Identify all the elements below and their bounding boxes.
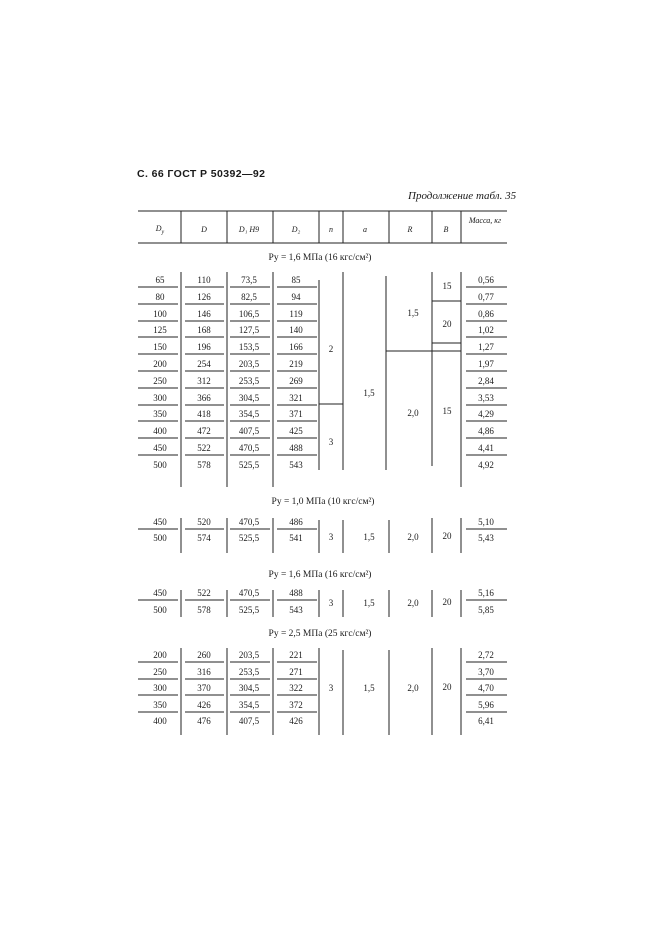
cell-mass: 1,97: [478, 359, 494, 369]
page-header: С. 66 ГОСТ Р 50392—92: [137, 168, 266, 180]
cell-d2: 543: [289, 459, 303, 470]
cell-a: 1,5: [363, 388, 375, 398]
cell-dy: 125: [153, 325, 167, 336]
cell-d: 574: [197, 533, 211, 543]
cell-mass: 2,72: [478, 650, 494, 660]
cell-mass: 2,84: [478, 375, 494, 386]
cell-d: 418: [197, 409, 211, 420]
cell-d2: 486: [289, 517, 303, 527]
cell-dy: 350: [153, 699, 167, 710]
cell-d: 196: [197, 342, 211, 353]
cell-dy: 450: [153, 443, 167, 453]
cell-d2: 271: [289, 666, 303, 677]
cell-mass: 5,16: [478, 588, 494, 598]
cell-dy: 100: [153, 308, 167, 319]
cell-d2: 269: [289, 375, 303, 386]
cell-b: 20: [442, 319, 452, 329]
cell-d: 316: [197, 666, 211, 677]
cell-dy: 80: [155, 291, 165, 302]
cell-d1: 525,5: [238, 459, 260, 470]
cell-d1: 407,5: [238, 426, 260, 437]
cell-d: 520: [197, 517, 211, 527]
cell-d2: 322: [289, 683, 303, 693]
cell-dy: 450: [153, 517, 167, 527]
cell-d1: 354,5: [238, 409, 260, 420]
cell-d1: 470,5: [238, 588, 260, 598]
cell-dy: 400: [153, 716, 167, 726]
cell-d2: 94: [291, 291, 301, 302]
cell-mass: 5,85: [478, 604, 494, 615]
cell-d: 126: [197, 291, 211, 302]
cell-d2: 488: [289, 588, 303, 598]
col-header-d2: D₂: [291, 225, 301, 234]
cell-mass: 5,43: [478, 533, 494, 543]
cell-d: 146: [197, 308, 211, 319]
cell-mass: 4,92: [478, 459, 494, 470]
cell-d: 168: [197, 325, 211, 336]
cell-d1: 203,5: [238, 650, 260, 660]
cell-d: 426: [197, 699, 211, 710]
cell-d: 370: [197, 683, 211, 693]
section-caption: Pу = 1,6 МПа (16 кгс/см²): [268, 570, 372, 580]
cell-r: 1,5: [407, 308, 419, 318]
cell-d1: 253,5: [238, 375, 260, 386]
cell-r: 2,0: [407, 683, 419, 693]
cell-n: 3: [328, 532, 334, 542]
cell-mass: 4,70: [478, 683, 494, 693]
cell-d2: 166: [289, 342, 303, 353]
cell-d2: 426: [289, 716, 303, 726]
cell-d2: 140: [289, 325, 303, 336]
cell-n: 3: [328, 437, 334, 447]
cell-dy: 65: [155, 275, 165, 285]
cell-a: 1,5: [363, 532, 375, 542]
cell-dy: 150: [153, 342, 167, 353]
col-header-b: B: [443, 225, 449, 234]
cell-dy: 250: [153, 375, 167, 386]
col-header-r: R: [407, 225, 413, 234]
col-header-dy: $D_у$: [155, 224, 165, 236]
cell-dy: 400: [153, 426, 167, 437]
cell-d2: 488: [289, 443, 303, 453]
cell-mass: 0,86: [478, 308, 494, 319]
cell-d1: 304,5: [238, 392, 260, 403]
cell-r: 2,0: [407, 532, 419, 542]
cell-mass: 4,41: [478, 443, 494, 453]
cell-mass: 5,96: [478, 699, 494, 710]
cell-d2: 221: [289, 650, 303, 660]
cell-d: 578: [197, 604, 211, 615]
cell-b: 20: [442, 597, 452, 607]
cell-n: 2: [328, 344, 334, 354]
cell-d1: 470,5: [238, 443, 260, 453]
cell-dy: 300: [153, 683, 167, 693]
cell-dy: 300: [153, 392, 167, 403]
cell-n: 3: [328, 598, 334, 608]
cell-mass: 1,27: [478, 342, 494, 353]
cell-mass: 6,41: [478, 716, 494, 726]
cell-mass: 0,77: [478, 291, 494, 302]
cell-d1: 82,5: [241, 291, 257, 302]
cell-dy: 200: [153, 359, 167, 369]
col-header-d: D: [201, 225, 207, 234]
cell-d: 472: [197, 426, 211, 437]
cell-d: 366: [197, 392, 211, 403]
cell-d: 312: [197, 375, 211, 386]
cell-d1: 253,5: [238, 666, 260, 677]
cell-dy: 250: [153, 666, 167, 677]
cell-d2: 425: [289, 426, 303, 437]
cell-d: 578: [197, 459, 211, 470]
cell-mass: 3,53: [478, 392, 494, 403]
cell-d1: 525,5: [238, 533, 260, 543]
cell-dy: 450: [153, 588, 167, 598]
cell-mass: 3,70: [478, 666, 494, 677]
section-caption: Pу = 1,0 МПа (10 кгс/см²): [271, 497, 375, 507]
cell-d2: 371: [289, 409, 303, 420]
cell-a: 1,5: [363, 598, 375, 608]
cell-b: 20: [442, 682, 452, 692]
cell-d2: 543: [289, 604, 303, 615]
cell-d2: 321: [289, 392, 303, 403]
cell-mass: 4,29: [478, 409, 494, 420]
cell-d2: 219: [289, 359, 303, 369]
cell-d2: 85: [291, 275, 301, 285]
cell-d2: 372: [289, 699, 303, 710]
cell-d1: 304,5: [238, 683, 260, 693]
cell-d1: 73,5: [241, 275, 257, 285]
cell-b: 20: [442, 531, 452, 541]
table-continuation-label: Продолжение табл. 35: [408, 190, 517, 202]
section-caption: Pу = 1,6 МПа (16 кгс/см²): [268, 253, 372, 263]
cell-d2: 119: [289, 308, 303, 319]
col-header-a: a: [363, 225, 367, 234]
cell-d: 522: [197, 443, 211, 453]
col-header-mass: Масса, кг: [468, 216, 502, 225]
cell-d1: 354,5: [238, 699, 260, 710]
cell-d: 254: [197, 359, 211, 369]
cell-d1: 106,5: [238, 308, 260, 319]
cell-d1: 407,5: [238, 716, 260, 726]
cell-r: 2,0: [407, 598, 419, 608]
cell-mass: 1,02: [478, 325, 494, 336]
cell-dy: 500: [153, 604, 167, 615]
cell-d1: 203,5: [238, 359, 260, 369]
cell-dy: 500: [153, 533, 167, 543]
cell-d: 110: [197, 275, 211, 285]
cell-d1: 153,5: [238, 342, 260, 353]
cell-n: 3: [328, 683, 334, 693]
cell-dy: 350: [153, 409, 167, 420]
col-header-d1: D₁ H9: [238, 225, 260, 234]
cell-mass: 5,10: [478, 517, 494, 527]
cell-d: 522: [197, 588, 211, 598]
cell-d1: 127,5: [238, 325, 260, 336]
cell-a: 1,5: [363, 683, 375, 693]
cell-d: 476: [197, 716, 211, 726]
cell-d1: 525,5: [238, 604, 260, 615]
cell-b: 15: [442, 406, 452, 416]
section-caption: Pу = 2,5 МПа (25 кгс/см²): [268, 629, 372, 639]
cell-d: 260: [197, 650, 211, 660]
cell-dy: 200: [153, 650, 167, 660]
cell-d1: 470,5: [238, 517, 260, 527]
col-header-n: n: [329, 225, 333, 234]
cell-d2: 541: [289, 533, 303, 543]
cell-mass: 0,56: [478, 275, 494, 285]
cell-r: 2,0: [407, 408, 419, 418]
cell-b: 15: [442, 281, 452, 291]
cell-mass: 4,86: [478, 426, 494, 437]
cell-dy: 500: [153, 459, 167, 470]
